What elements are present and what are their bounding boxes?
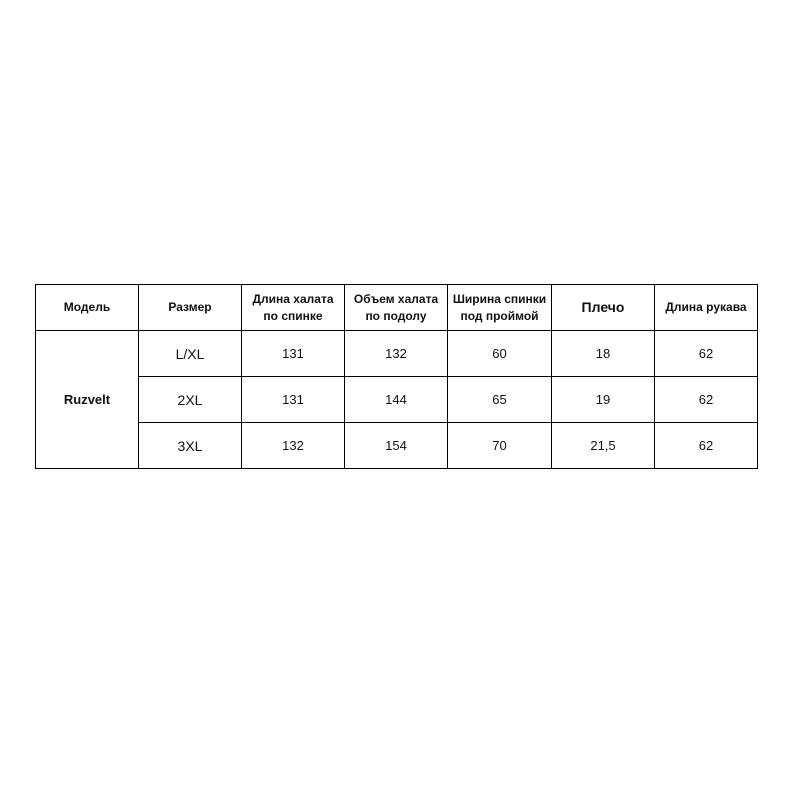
header-size: Размер (139, 285, 242, 331)
header-shoulder: Плечо (552, 285, 655, 331)
back-length-cell: 132 (242, 423, 345, 469)
header-back-width: Ширина спинки под проймой (448, 285, 552, 331)
table-row (36, 377, 758, 423)
shoulder-cell: 21,5 (552, 423, 655, 469)
header-model: Модель (36, 285, 139, 331)
header-sleeve-length: Длина рукава (655, 285, 758, 331)
model-cell: Ruzvelt (36, 331, 139, 469)
size-cell: L/XL (139, 331, 242, 377)
sleeve-length-cell: 62 (655, 377, 758, 423)
back-length-cell: 131 (242, 377, 345, 423)
sleeve-length-cell: 62 (655, 423, 758, 469)
header-hem-circumference: Объем халата по подолу (345, 285, 448, 331)
hem-circumference-cell: 144 (345, 377, 448, 423)
header-back-length: Длина халата по спинке (242, 285, 345, 331)
table-header (36, 285, 758, 331)
size-cell: 3XL (139, 423, 242, 469)
hem-circumference-cell: 154 (345, 423, 448, 469)
table-row (36, 331, 758, 377)
size-chart-table (35, 284, 758, 469)
back-width-cell: 70 (448, 423, 552, 469)
size-cell: 2XL (139, 377, 242, 423)
hem-circumference-cell: 132 (345, 331, 448, 377)
shoulder-cell: 19 (552, 377, 655, 423)
back-length-cell: 131 (242, 331, 345, 377)
back-width-cell: 60 (448, 331, 552, 377)
shoulder-cell: 18 (552, 331, 655, 377)
back-width-cell: 65 (448, 377, 552, 423)
table-row (36, 423, 758, 469)
table-body (36, 331, 758, 469)
sleeve-length-cell: 62 (655, 331, 758, 377)
header-row (36, 285, 758, 331)
